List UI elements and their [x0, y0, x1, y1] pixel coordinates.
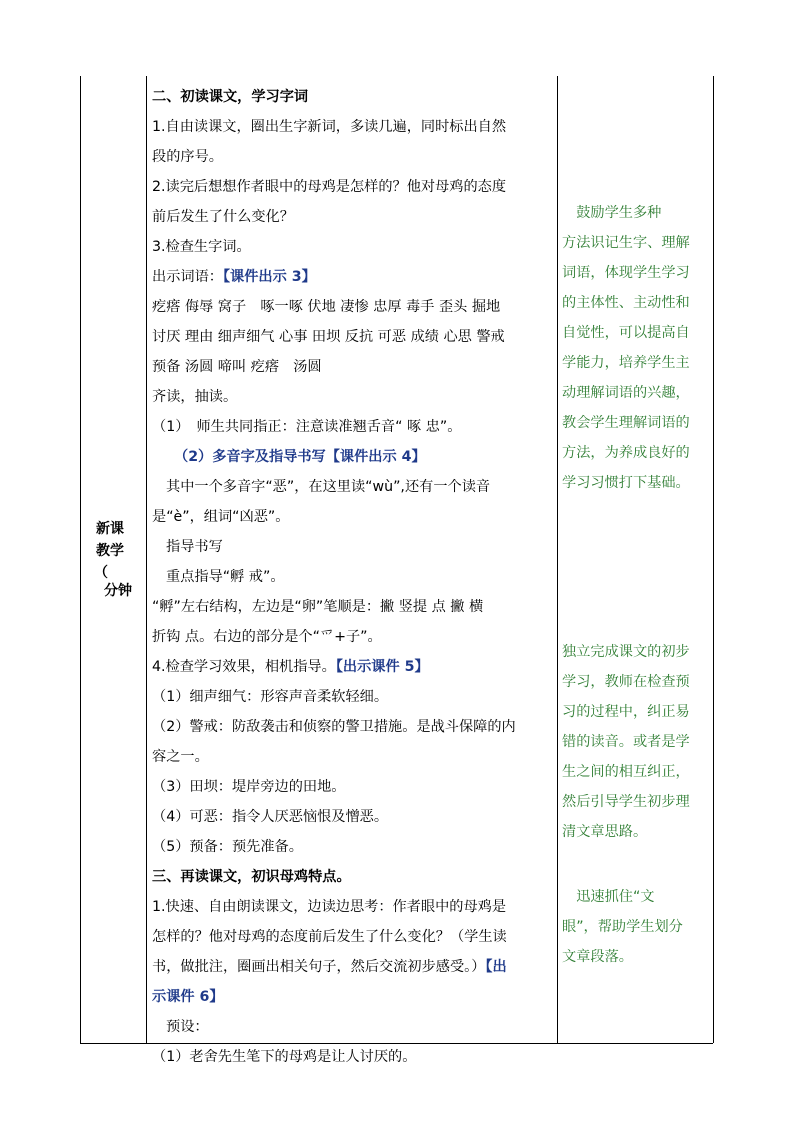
right-note-block-3 — [562, 882, 710, 972]
right-note-line: 学习，教师在检查预 — [562, 674, 690, 690]
right-note-line: 独立完成课文的初步 — [562, 644, 690, 660]
item1-line1: 1.自由读课文，圈出生字新词，多读几遍，同时标出自然 — [152, 119, 507, 135]
item2-line1: 2.读完后想想作者眼中的母鸡是怎样的？他对母鸡的态度 — [152, 179, 507, 195]
def2-line1: （2）警戒：防敌袭击和侦察的警卫措施。是战斗保障的内 — [152, 719, 516, 735]
table-border-right — [713, 76, 714, 1043]
table-border-col1 — [146, 76, 147, 1043]
section2-title: 二、初读课文，学习字词 — [152, 89, 309, 105]
polyphone-line2: 是“è”，组词“凶恶”。 — [152, 509, 290, 525]
right-note-line: 方法，为养成良好的 — [562, 445, 690, 461]
left-label-teaching: 教学 — [96, 543, 124, 559]
table-border-left — [80, 76, 81, 1043]
right-note-line: 方法识记生字、理解 — [562, 235, 690, 251]
right-note-line: 学习习惯打下基础。 — [562, 475, 690, 491]
right-note-line: 学能力，培养学生主 — [562, 355, 690, 371]
note1: （1） 师生共同指正：注意读准翘舌音“ 啄 忠”。 — [152, 419, 462, 435]
right-note-line: 眼”，帮助学生划分 — [562, 919, 683, 935]
s3-line3 — [152, 952, 556, 982]
s3-line3-tag: 【出 — [485, 959, 507, 975]
right-note-line: 习的过程中，纠正易 — [562, 704, 690, 720]
left-label-paren: （ — [94, 565, 108, 581]
def1: （1）细声细气：形容声音柔软轻细。 — [152, 689, 389, 705]
right-note-line: 错的读音。或者是学 — [562, 734, 690, 750]
def4: （4）可恶：指令人厌恶恼恨及憎恶。 — [152, 809, 389, 825]
key-guide: 重点指导“孵 戒”。 — [166, 569, 285, 585]
right-note-line: 动理解词语的兴趣， — [562, 385, 690, 401]
right-note-line: 鼓励学生多种 — [562, 205, 662, 221]
item2-line2: 前后发生了什么变化？ — [152, 209, 294, 225]
right-note-line: 教会学生理解词语的 — [562, 415, 690, 431]
item4-tag: 【出示课件 5】 — [335, 659, 429, 675]
table-border-col2 — [557, 76, 558, 1043]
item1-line2: 段的序号。 — [152, 149, 223, 165]
fu-line2: 折钩 点。右边的部分是个“爫+子”。 — [152, 629, 382, 645]
right-note-line: 迅速抓住“文 — [562, 889, 655, 905]
fu-line1: “孵”左右结构，左边是“卵”笔顺是：撇 竖提 点 撇 横 — [152, 599, 484, 615]
item4-prefix: 4.检查学习效果，相机指导。 — [152, 659, 336, 675]
polyphone-line1: 其中一个多音字“恶”，在这里读“wù”,还有一个读音 — [166, 479, 491, 495]
show-words-tag: 【课件出示 3】 — [222, 269, 316, 285]
preset: 预设： — [166, 1019, 209, 1035]
left-label-new: 新课 — [96, 521, 124, 537]
s3-line4: 示课件 6】 — [152, 989, 224, 1005]
read-together: 齐读，抽读。 — [152, 389, 238, 405]
show-words-prefix: 出示词语： — [152, 269, 223, 285]
right-note-line: 清文章思路。 — [562, 824, 648, 840]
s3-line3-text: 书，做批注，圈画出相关句子，然后交流初步感受。） — [152, 959, 486, 975]
show-words-line — [152, 262, 556, 292]
item3: 3.检查生字词。 — [152, 239, 251, 255]
words-line3: 预备 汤圆 啼叫 疙瘩 汤圆 — [152, 359, 322, 375]
right-note-line: 生之间的相互纠正， — [562, 764, 690, 780]
words-line1: 疙瘩 侮辱 窝子 啄一啄 伏地 凄惨 忠厚 毒手 歪头 掘地 — [152, 299, 501, 315]
def5: （5）预备：预先准备。 — [152, 839, 303, 855]
s3-line2: 怎样的？他对母鸡的态度前后发生了什么变化？（学生读 — [152, 929, 507, 945]
right-note-line: 词语，体现学生学习 — [562, 265, 690, 281]
def3: （3）田坝：堤岸旁边的田地。 — [152, 779, 346, 795]
item4-line — [152, 652, 556, 682]
s3-line1: 1.快速、自由朗读课文，边读边思考：作者眼中的母鸡是 — [152, 899, 507, 915]
right-note-line: 的主体性、主动性和 — [562, 295, 690, 311]
right-note-line: 文章段落。 — [562, 949, 633, 965]
right-note-block-2 — [562, 637, 710, 847]
words-line2: 讨厌 理由 细声细气 心事 田坝 反抗 可恶 成绩 心思 警戒 — [152, 329, 505, 345]
preset1: （1）老舍先生笔下的母鸡是让人讨厌的。 — [152, 1049, 417, 1065]
main-content — [152, 82, 556, 1072]
right-note-block-1 — [562, 198, 710, 498]
right-note-line: 自觉性，可以提高自 — [562, 325, 690, 341]
note2: （2）多音字及指导书写【课件出示 4】 — [174, 449, 426, 465]
right-note-line: 然后引导学生初步理 — [562, 794, 690, 810]
def2-line2: 容之一。 — [152, 749, 209, 765]
guide-write: 指导书写 — [166, 539, 223, 555]
left-label-minutes: 分钟 — [104, 583, 132, 599]
section3-title: 三、再读课文，初识母鸡特点。 — [152, 869, 351, 885]
